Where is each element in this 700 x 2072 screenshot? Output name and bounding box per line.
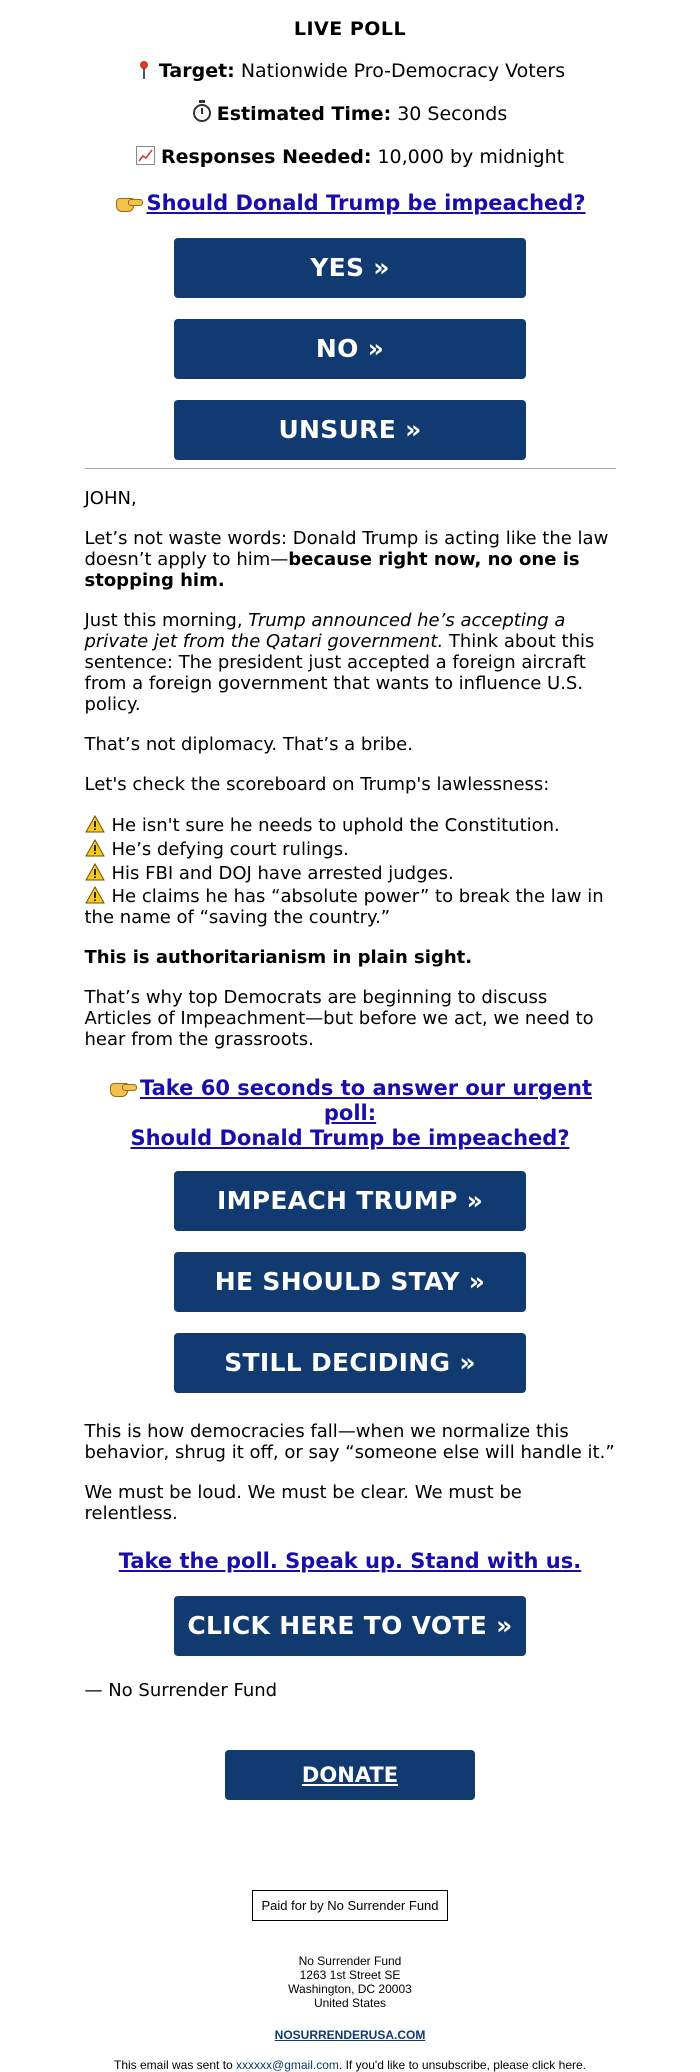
time-value: 30 Seconds bbox=[397, 103, 508, 125]
pointing-hand-icon bbox=[114, 194, 142, 212]
poll-title: LIVE POLL bbox=[293, 18, 407, 40]
website-link[interactable]: NOSURRENDERUSA.COM bbox=[274, 2028, 426, 2042]
paragraph-2-italic: Trump announced he’s accepting a private jet from the Qatari government. bbox=[84, 610, 566, 652]
poll-question-link[interactable]: Should Donald Trump be impeached? bbox=[146, 191, 586, 215]
address-line: Washington, DC 20003 bbox=[288, 1982, 412, 1996]
target-line bbox=[85, 59, 616, 83]
paragraph-2-end: Think about this sentence: The president just accepted a foreign aircraft from a foreign government that wants to influence U.S. policy. bbox=[84, 631, 595, 715]
click-here-to-vote-button[interactable]: CLICK HERE TO VOTE » bbox=[174, 1596, 526, 1656]
yes-button[interactable]: YES » bbox=[174, 238, 526, 298]
chart-increasing-icon bbox=[136, 146, 155, 165]
responses-label: Responses Needed: bbox=[160, 146, 372, 168]
still-deciding-button[interactable]: STILL DECIDING » bbox=[174, 1333, 526, 1393]
responses-value: 10,000 by midnight bbox=[377, 146, 565, 168]
list-item bbox=[85, 862, 616, 886]
paragraph-2 bbox=[85, 610, 616, 715]
paragraph-5-bold: This is authoritarianism in plain sight. bbox=[84, 947, 473, 968]
he-should-stay-button[interactable]: HE SHOULD STAY » bbox=[174, 1252, 526, 1312]
paragraph-3: That’s not diplomacy. That’s a bribe. bbox=[84, 734, 413, 755]
unsubscribe-line bbox=[85, 2058, 616, 2072]
warning-text: He claims he has “absolute power” to break the law in the name of “saving the country.” bbox=[84, 886, 604, 928]
paragraph-1-bold: because right now, no one is stopping him. bbox=[84, 549, 580, 591]
pointing-hand-icon bbox=[108, 1079, 136, 1097]
pushpin-icon bbox=[135, 61, 153, 79]
paragraph-5 bbox=[85, 947, 616, 968]
paragraph-6: That’s why top Democrats are beginning to discuss Articles of Impeachment—but before we act, we need to hear from the grassroots. bbox=[84, 987, 594, 1050]
list-item bbox=[85, 838, 616, 862]
take-poll-link[interactable]: Take the poll. Speak up. Stand with us. bbox=[118, 1549, 582, 1573]
cta-poll-link[interactable] bbox=[108, 1076, 592, 1150]
cta-line-2: Should Donald Trump be impeached? bbox=[130, 1126, 570, 1150]
address-line: No Surrender Fund bbox=[298, 1954, 402, 1968]
cta-line-1: Take 60 seconds to answer our urgent poll: bbox=[139, 1076, 592, 1125]
closing-paragraph-1: This is how democracies fall—when we normalize this behavior, shrug it off, or say “someone else will handle it.” bbox=[84, 1421, 615, 1463]
recipient-email-link[interactable]: xxxxxx@gmail.com bbox=[236, 2058, 339, 2072]
greeting: JOHN, bbox=[84, 488, 137, 509]
warning-icon bbox=[85, 839, 105, 857]
stopwatch-icon bbox=[193, 104, 211, 122]
warning-text: His FBI and DOJ have arrested judges. bbox=[111, 863, 454, 884]
list-item bbox=[85, 814, 616, 838]
unsubscribe-link[interactable]: . If you'd like to unsubscribe, please click here. bbox=[338, 2058, 586, 2072]
paragraph-1 bbox=[85, 528, 616, 591]
paragraph-4: Let's check the scoreboard on Trump's lawlessness: bbox=[84, 774, 550, 795]
cta-headline bbox=[85, 1076, 616, 1151]
warning-text: He isn't sure he needs to uphold the Constitution. bbox=[111, 815, 560, 836]
paragraph-1-text: Let’s not waste words: Donald Trump is acting like the law doesn’t apply to him— bbox=[84, 528, 609, 570]
address-line: 1263 1st Street SE bbox=[299, 1968, 401, 1982]
closing-paragraph-2: We must be loud. We must be clear. We must be relentless. bbox=[84, 1482, 522, 1524]
warning-icon bbox=[85, 863, 105, 881]
paragraph-2-text: Just this morning, bbox=[84, 610, 249, 631]
target-label: Target: bbox=[158, 60, 235, 82]
poll-buttons-2 bbox=[85, 1171, 616, 1393]
poll-buttons bbox=[85, 238, 616, 460]
take-poll-headline bbox=[85, 1549, 616, 1574]
list-item bbox=[85, 886, 616, 928]
divider bbox=[85, 468, 616, 469]
poll-question bbox=[85, 191, 616, 216]
unsub-text: This email was sent to bbox=[113, 2058, 237, 2072]
warning-icon bbox=[85, 815, 105, 833]
donate-button[interactable]: DONATE bbox=[225, 1750, 475, 1800]
no-button[interactable]: NO » bbox=[174, 319, 526, 379]
warning-list bbox=[85, 814, 616, 928]
unsure-button[interactable]: UNSURE » bbox=[174, 400, 526, 460]
footer bbox=[85, 1800, 616, 2072]
warning-text: He’s defying court rulings. bbox=[111, 839, 349, 860]
warning-icon bbox=[85, 886, 105, 904]
email-body bbox=[85, 18, 616, 2072]
time-label: Estimated Time: bbox=[216, 103, 392, 125]
message-body bbox=[85, 488, 616, 1050]
address-line: United States bbox=[313, 1996, 387, 2010]
impeach-trump-button[interactable]: IMPEACH TRUMP » bbox=[174, 1171, 526, 1231]
paid-for-disclaimer: Paid for by No Surrender Fund bbox=[252, 1890, 447, 1921]
responses-line bbox=[85, 145, 616, 169]
time-line bbox=[85, 102, 616, 126]
mailing-address bbox=[85, 1954, 616, 2010]
closing-body bbox=[85, 1421, 616, 1524]
target-value: Nationwide Pro-Democracy Voters bbox=[240, 60, 566, 82]
signature-block bbox=[85, 1680, 616, 1701]
signature: — No Surrender Fund bbox=[84, 1680, 278, 1701]
